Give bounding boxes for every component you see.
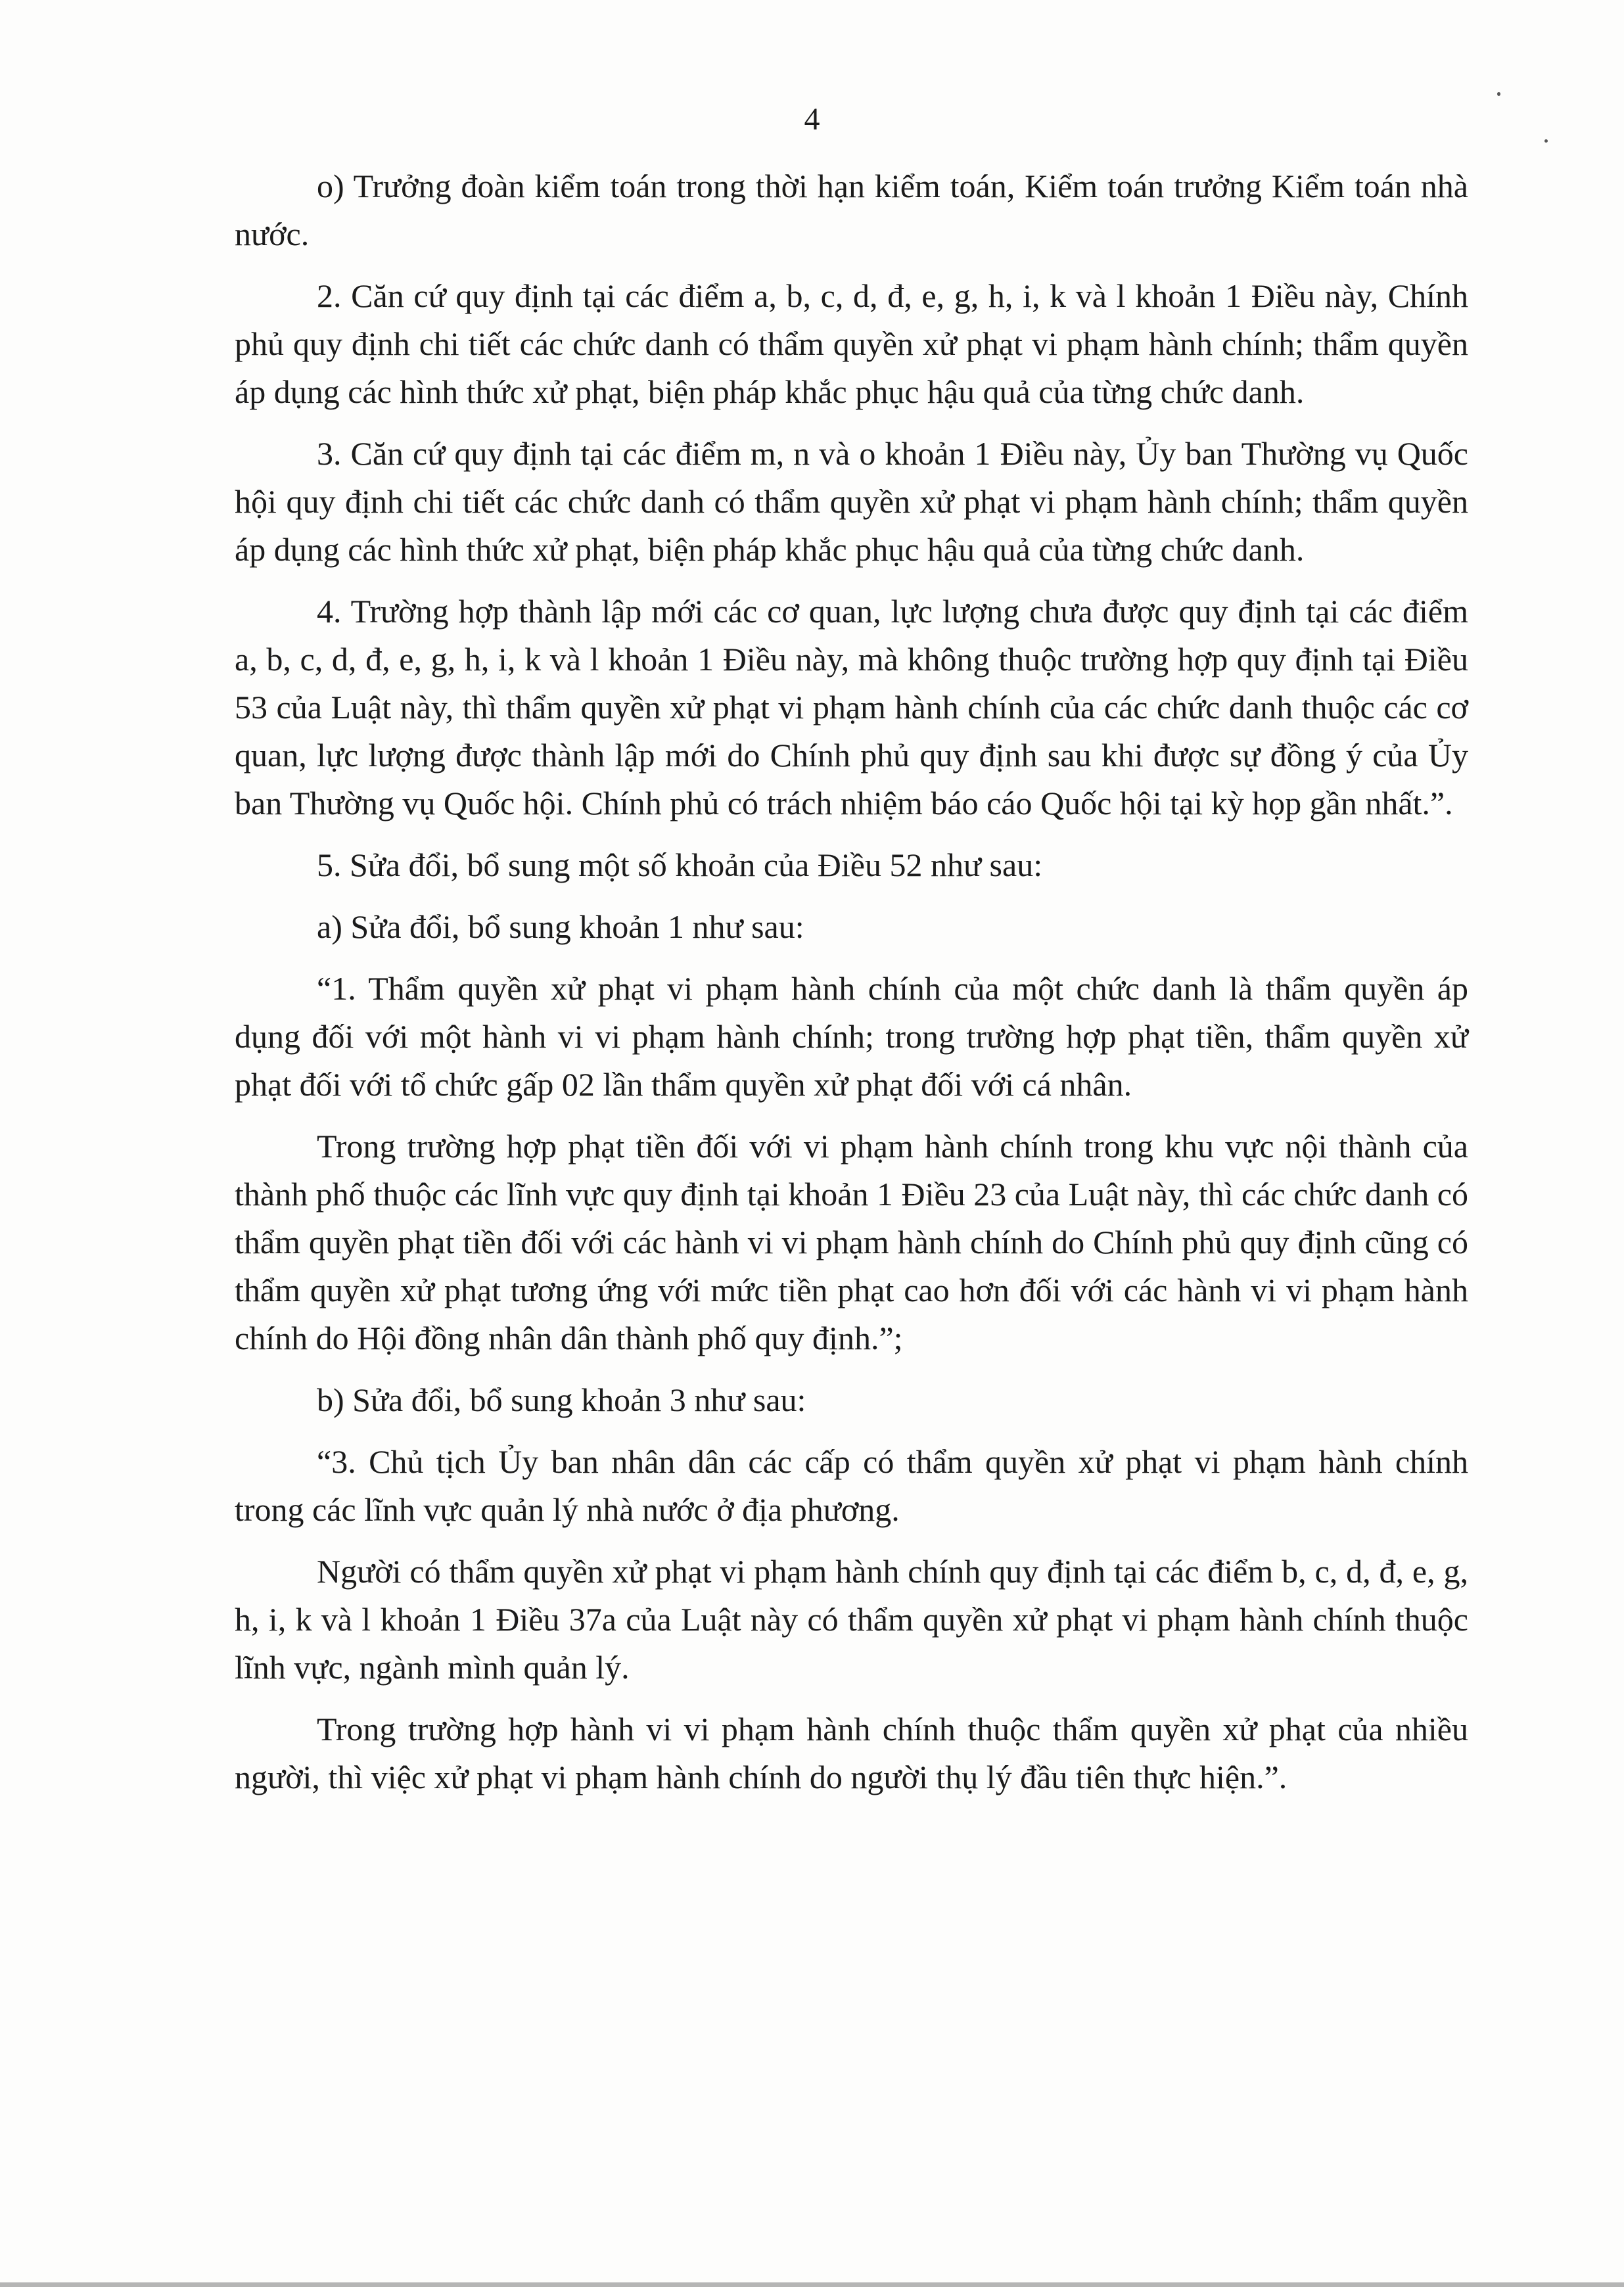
paragraph-new-clause-3: “3. Chủ tịch Ủy ban nhân dân các cấp có thẩm quyền xử phạt vi phạm hành chính trong các lĩnh vực quản lý nhà nước ở địa phương.	[235, 1443, 1468, 1528]
scan-speck-mark	[1497, 92, 1500, 96]
paragraph-clause-4: 4. Trường hợp thành lập mới các cơ quan, lực lượng chưa được quy định tại các điểm a, b, c, d, đ, e, g, h, i, k và l khoản 1 Điều này, mà không thuộc trường hợp quy định tại Điều 53 của Luật này, thì thẩm quyền xử phạt vi phạm hành chính của các chức danh thuộc các cơ quan, lực lượng được thành lập mới do Chính phủ quy định sau khi được sự đồng ý của Ủy ban Thường vụ Quốc hội. Chính phủ có trách nhiệm báo cáo Quốc hội tại kỳ họp gần nhất.”.	[235, 593, 1468, 821]
paragraph-amendment-5: 5. Sửa đổi, bổ sung một số khoản của Điều 52 như sau:	[317, 846, 1043, 883]
paragraph-sub-a: a) Sửa đổi, bổ sung khoản 1 như sau:	[317, 908, 804, 945]
paragraph-new-clause-1: “1. Thẩm quyền xử phạt vi phạm hành chính của một chức danh là thẩm quyền áp dụng đối với một hành vi vi phạm hành chính; trong trường hợp phạt tiền, thẩm quyền xử phạt đối với tổ chức gấp 02 lần thẩm quyền xử phạt đối với cá nhân.	[235, 970, 1468, 1103]
document-body	[235, 162, 1468, 1815]
paragraph-new-clause-1-cont: Trong trường hợp phạt tiền đối với vi phạm hành chính trong khu vực nội thành của thành phố thuộc các lĩnh vực quy định tại khoản 1 Điều 23 của Luật này, thì các chức danh có thẩm quyền phạt tiền đối với các hành vi vi phạm hành chính do Chính phủ quy định cũng có thẩm quyền xử phạt tương ứng với mức tiền phạt cao hơn đối với các hành vi vi phạm hành chính do Hội đồng nhân dân thành phố quy định.”;	[235, 1128, 1468, 1356]
page-number: 4	[804, 102, 820, 137]
paragraph-clause-2: 2. Căn cứ quy định tại các điểm a, b, c, d, đ, e, g, h, i, k và l khoản 1 Điều này, Chính phủ quy định chi tiết các chức danh có thẩm quyền xử phạt vi phạm hành chính; thẩm quyền áp dụng các hình thức xử phạt, biện pháp khắc phục hậu quả của từng chức danh.	[235, 277, 1468, 410]
paragraph-clause-3: 3. Căn cứ quy định tại các điểm m, n và o khoản 1 Điều này, Ủy ban Thường vụ Quốc hội quy định chi tiết các chức danh có thẩm quyền xử phạt vi phạm hành chính; thẩm quyền áp dụng các hình thức xử phạt, biện pháp khắc phục hậu quả của từng chức danh.	[235, 435, 1468, 568]
paragraph-new-clause-3-end: Trong trường hợp hành vi vi phạm hành chính thuộc thẩm quyền xử phạt của nhiều người, thì việc xử phạt vi phạm hành chính do người thụ lý đầu tiên thực hiện.”.	[235, 1711, 1468, 1795]
scan-bottom-edge	[0, 2282, 1624, 2287]
paragraph-sub-b: b) Sửa đổi, bổ sung khoản 3 như sau:	[317, 1381, 806, 1418]
paragraph-item-o-audit: o) Trưởng đoàn kiểm toán trong thời hạn kiểm toán, Kiểm toán trưởng Kiểm toán nhà nước.	[235, 168, 1468, 252]
scan-speck-mark	[1544, 139, 1548, 143]
paragraph-new-clause-3-cont: Người có thẩm quyền xử phạt vi phạm hành chính quy định tại các điểm b, c, d, đ, e, g, h, i, k và l khoản 1 Điều 37a của Luật này có thẩm quyền xử phạt vi phạm hành chính thuộc lĩnh vực, ngành mình quản lý.	[235, 1553, 1468, 1686]
